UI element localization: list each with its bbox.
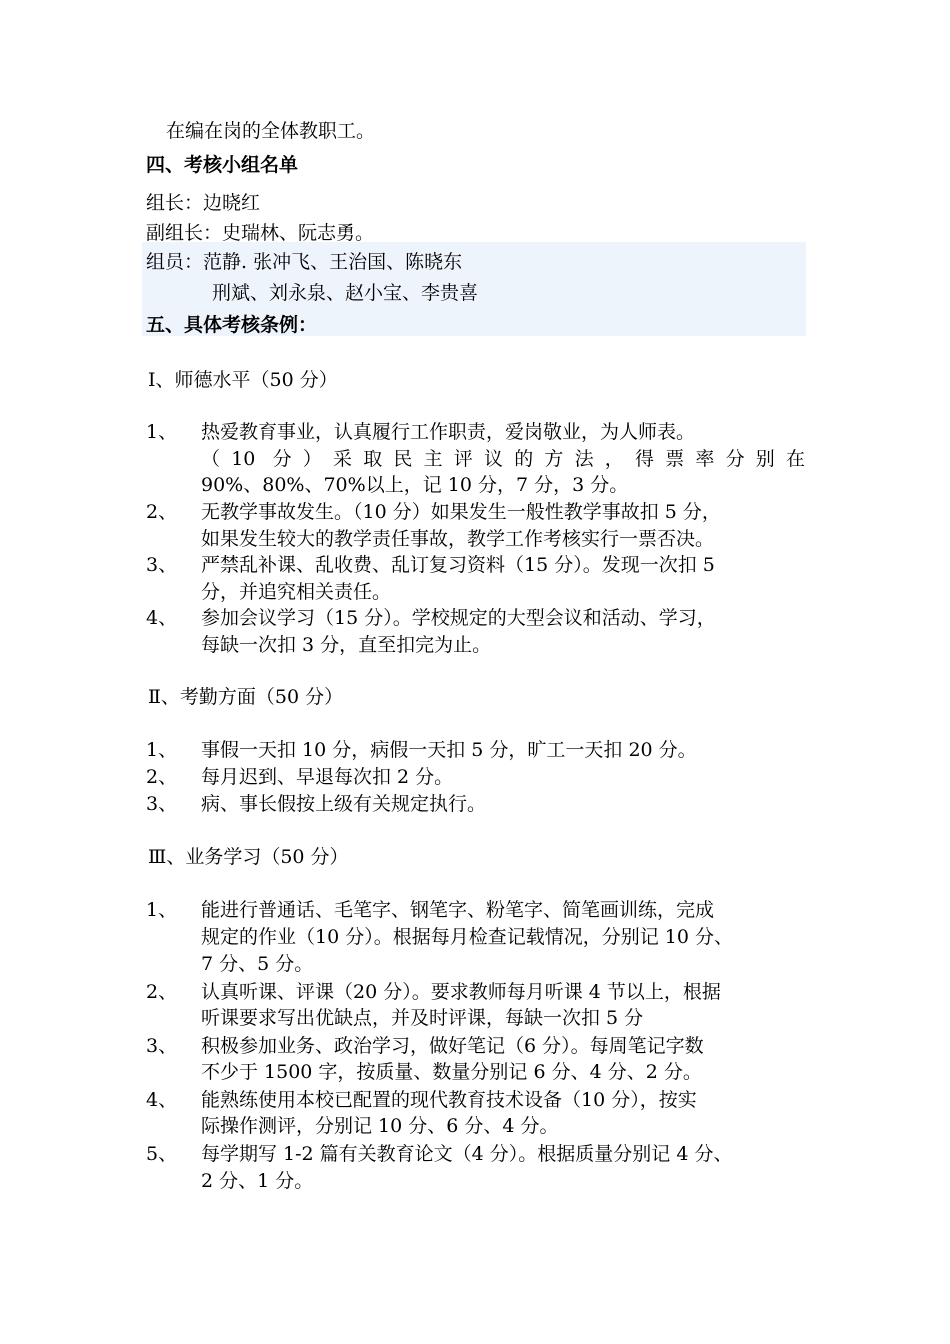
- part2-item3-number: 3、: [146, 793, 178, 815]
- part3-item5-number: 5、: [146, 1143, 178, 1165]
- group-leader: 组长：边晓红: [146, 192, 261, 214]
- intro-line: 在编在岗的全体教职工。: [166, 120, 376, 142]
- part1-item4-line2: 每缺一次扣 3 分，直至扣完为止。: [201, 634, 492, 656]
- part3-item4-number: 4、: [146, 1089, 178, 1111]
- group-deputy: 副组长：史瑞林、阮志勇。: [146, 222, 375, 244]
- part3-item3-line2: 不少于 1500 字，按质量、数量分别记 6 分、4 分、2 分。: [201, 1061, 702, 1083]
- part3-item1-line2: 规定的作业（10 分）。根据每月检查记载情况，分别记 10 分、: [201, 926, 733, 948]
- part3-item4-line2: 际操作测评，分别记 10 分、6 分、4 分。: [201, 1115, 559, 1137]
- part3-item1-number: 1、: [146, 899, 178, 921]
- section5-heading: 五、具体考核条例：: [146, 314, 318, 336]
- part1-item3-line2: 分，并追究相关责任。: [201, 581, 392, 603]
- part3-item2-number: 2、: [146, 981, 178, 1003]
- part3-item2-line2: 听课要求写出优缺点，并及时评课，每缺一次扣 5 分: [201, 1007, 644, 1029]
- part3-item3-line1: 积极参加业务、政治学习，做好笔记（6 分）。每周笔记字数: [201, 1035, 704, 1057]
- part1-item3-line1: 严禁乱补课、乱收费、乱订复习资料（15 分）。发现一次扣 5: [201, 554, 715, 576]
- part1-item2-line1: 无教学事故发生。（10 分）如果发生一般性教学事故扣 5 分，: [201, 501, 721, 523]
- part3-item1-line1: 能进行普通话、毛笔字、钢笔字、粉笔字、简笔画训练，完成: [201, 899, 715, 921]
- part1-item2-number: 2、: [146, 501, 178, 523]
- part3-item1-line3: 7 分、5 分。: [201, 953, 314, 975]
- part1-item1-line3: 90%、80%、70%以上，记 10 分，7 分，3 分。: [201, 474, 629, 496]
- part1-item1-line1: 热爱教育事业，认真履行工作职责，爱岗敬业，为人师表。: [201, 421, 696, 443]
- part3-item5-line2: 2 分、1 分。: [201, 1170, 314, 1192]
- part1-item4-line1: 参加会议学习（15 分）。学校规定的大型会议和活动、学习，: [201, 607, 716, 629]
- part3-item5-line1: 每学期写 1-2 篇有关教育论文（4 分）。根据质量分别记 4 分、: [201, 1143, 733, 1165]
- part1-item3-number: 3、: [146, 554, 178, 576]
- part2-item1-number: 1、: [146, 739, 178, 761]
- part1-item1-line2: （10 分）采取民主评议的方法，得票率分别在: [201, 448, 805, 470]
- group-members-2: 刑斌、刘永泉、赵小宝、李贵喜: [212, 282, 479, 304]
- part1-item2-line2: 如果发生较大的教学责任事故，教学工作考核实行一票否决。: [201, 528, 715, 550]
- part3-item2-line1: 认真听课、评课（20 分）。要求教师每月听课 4 节以上，根据: [201, 981, 721, 1003]
- part1-item1-number: 1、: [146, 421, 178, 443]
- part2-item2-line1: 每月迟到、早退每次扣 2 分。: [201, 766, 454, 788]
- part2-item2-number: 2、: [146, 766, 178, 788]
- section4-heading: 四、考核小组名单: [146, 154, 299, 176]
- part1-title: Ⅰ、师德水平（50 分）: [148, 369, 338, 391]
- part2-item1-line1: 事假一天扣 10 分，病假一天扣 5 分，旷工一天扣 20 分。: [201, 739, 697, 761]
- part3-item3-number: 3、: [146, 1035, 178, 1057]
- part2-item3-line1: 病、事长假按上级有关规定执行。: [201, 793, 487, 815]
- part2-title: Ⅱ、考勤方面（50 分）: [148, 686, 344, 708]
- part3-title: Ⅲ、业务学习（50 分）: [148, 846, 349, 868]
- part3-item4-line1: 能熟练使用本校已配置的现代教育技术设备（10 分），按实: [201, 1089, 697, 1111]
- part1-item4-number: 4、: [146, 607, 178, 629]
- group-members-1: 组员：范静. 张冲飞、王治国、陈晓东: [146, 251, 463, 273]
